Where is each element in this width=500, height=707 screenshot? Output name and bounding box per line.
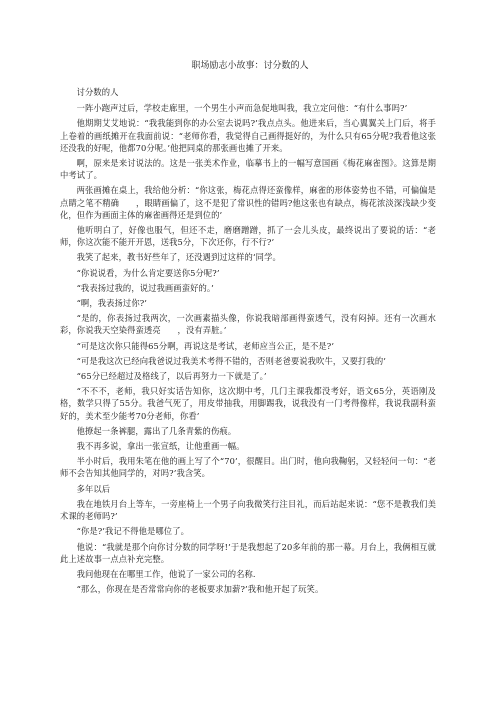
paragraph: 我笑了起来，教书好些年了，还没遇到过这样的‘同学。	[76, 252, 281, 263]
story-subtitle: 讨分数的人	[76, 87, 119, 97]
paragraph: 我问他现在在哪里工作，他说了一家公司的名称.	[76, 568, 256, 579]
paragraph: 他撩起一条裤腿，露出了几条青紫的伤痕。	[76, 425, 237, 436]
paragraph: “可是这次你只能得65分啊，再说这是考试，老师应当公正，是不是?’	[76, 340, 335, 351]
paragraph: “啊，我表扬过你?’	[76, 298, 147, 309]
paragraph: “不不不，老师，我只好实话告知你，这次期中考，几门主课我都没考好，语文65分，英语刚及格，数学只得了55分。我爸气死了，用皮带抽我，用脚踢我，说我没有一门考得像样，我说我副科蛮好的，美术至少能考70分老师，你看’	[60, 386, 436, 421]
paragraph: “可是我这次已经向我爸说过我美术考得不错的，否则老爸要说我吹牛，又要打我的’	[76, 355, 386, 366]
paragraph: 半小时后，我用朱笔在他的画上写了个“70’，很醒目。出门时，他向我鞠躬，又轻轻问一句：“老师不会告知其他同学的，对吗?’我含笑。	[60, 456, 436, 479]
paragraph: “是的，你表扬过我两次，一次画素描头像，你说我暗部画得蛮透气，没有闷掉。还有一次画水彩，你说我天空染得蛮透亮 ，没有弄脏。’	[60, 313, 436, 336]
paragraph: “那么，你现在是否常常向你的老板要求加薪?’我和他开起了玩笑。	[76, 584, 324, 595]
paragraph: “我表扬过我的，说过我画画蛮好的。’	[76, 282, 214, 293]
paragraph: 我不再多说，拿出一张宣纸，让他重画一幅。	[76, 441, 245, 452]
paragraph: 他期期艾艾地说：“我我能到你的办公室去说吗?’我点点头。他进来后，当心翼翼关上门后，将手上卷着的画纸摊开在我面前说：“老师你看，我觉得自己画得挺好的，为什么只有65分呢?我看他这张还没我的好呢，他都70分呢。’他把同桌的那张画也摊了开来。	[60, 118, 436, 153]
document-title: 职场励志小故事：讨分数的人	[191, 61, 309, 71]
paragraph: 他听明白了，好像也服气，但还不走，磨磨蹭蹭，抓了一会儿头皮，最终说出了要说的话：“老师，你这次能不能开开恩，送我5分，下次还你，行不行?’	[60, 225, 436, 248]
paragraph: 啊，原来是来讨说法的。这是一张美术作业，临摹书上的一幅写意国画《梅花麻雀图》。这算是期中考试了。	[60, 158, 436, 181]
paragraph: 一阵小跑声过后，学校走廊里，一个男生小声而急促地叫我，我立定问他：“有什么事吗?’	[76, 103, 408, 114]
paragraph: “65分已经超过及格线了，以后再努力一下就是了。’	[76, 371, 267, 382]
paragraph: 多年以后	[76, 483, 111, 494]
document-body	[60, 86, 436, 598]
paragraph: 我在地铁月台上等车，一旁座椅上一个男子向我微笑行注目礼，而后站起来说：“您不是教我们美术课的老师吗?’	[60, 498, 436, 522]
paragraph: 两张画摊在桌上，我给他分析：“你这张，梅花点得还蛮像样，麻雀的形体姿势也不错，可偏偏是点睛之笔不精确 ，眼睛画偏了，这不是犯了常识性的错吗?他这张也有缺点，梅花浓淡深浅缺少变化，但作为画面主体的麻雀画得还是到位的’	[60, 185, 436, 220]
paragraph: “你说说看，为什么肯定要送你5分呢?’	[76, 267, 220, 278]
paragraph: 他说：“我就是那个向你讨分数的同学呀!’于是我想起了20多年前的那一幕。月台上，我俩相互就此上述故事一点点补充完整。	[60, 541, 436, 564]
paragraph: “你是?’我记不得他是哪位了。	[76, 526, 189, 537]
